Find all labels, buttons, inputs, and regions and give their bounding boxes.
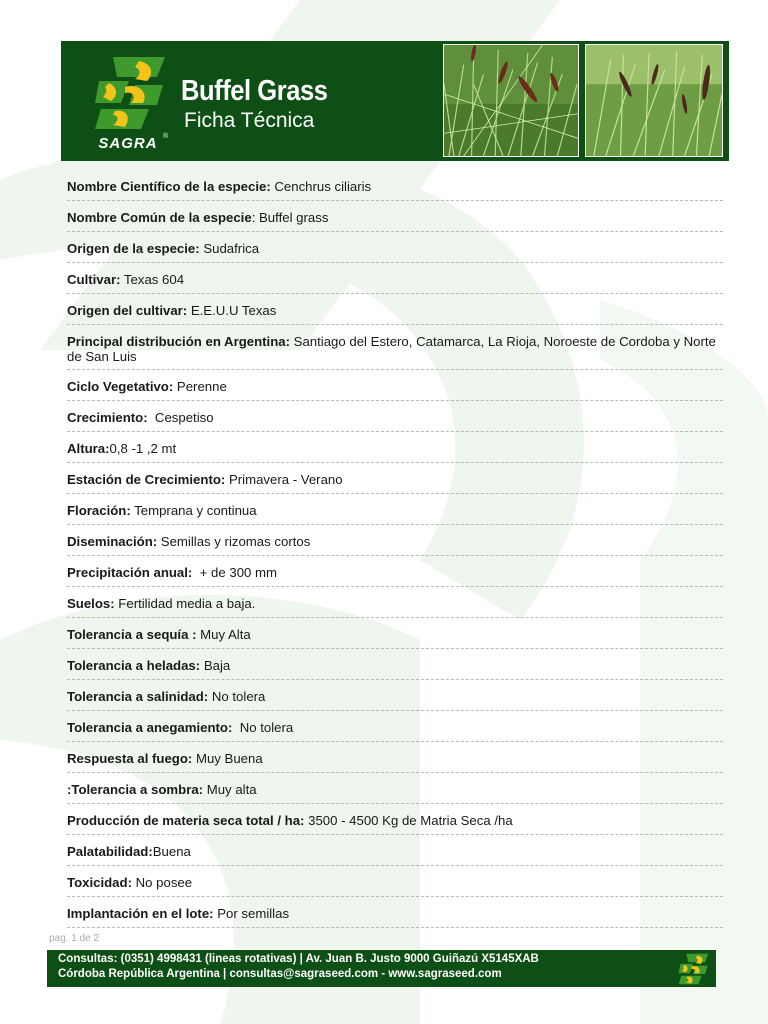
spec-value: Semillas y rizomas cortos [157,534,311,549]
spec-label: Tolerancia a salinidad: [67,689,209,704]
spec-value: 0,8 -1 ,2 mt [109,441,177,456]
spec-label: :Tolerancia a sombra: [67,782,204,797]
spec-value: Santiago del Estero, Catamarca, La Rioja, Noroeste de Cordoba y Norte de San Luis [67,334,720,364]
page-title: Buffel Grass [181,75,328,107]
sagra-logo-icon [95,53,167,133]
spec-row [67,742,723,773]
spec-label: Estación de Crecimiento: [67,472,226,487]
spec-row [67,494,723,525]
spec-value: : Buffel grass [251,210,329,225]
spec-label: Toxicidad: [67,875,132,890]
spec-row [67,649,723,680]
spec-row [67,618,723,649]
spec-row [67,463,723,494]
spec-row [67,773,723,804]
page-subtitle: Ficha Técnica [184,109,315,132]
spec-value: + de 300 mm [192,565,277,580]
footer-banner [47,950,716,987]
spec-value: No posee [131,875,193,890]
header-banner [61,41,729,161]
spec-row [67,170,723,201]
spec-label: Precipitación anual: [67,565,193,580]
spec-value: Perenne [173,379,227,394]
spec-label: Tolerancia a sequía : [67,627,197,642]
spec-label: Nombre Común de la especie [67,210,252,225]
spec-value: Por semillas [213,906,290,921]
spec-row [67,556,723,587]
spec-value: Muy Buena [192,751,263,766]
spec-label: Tolerancia a anegamiento: [67,720,233,735]
spec-value: Buena [152,844,191,859]
spec-row [67,370,723,401]
spec-row [67,432,723,463]
spec-row [67,401,723,432]
spec-label: Implantación en el lote: [67,906,214,921]
spec-row [67,294,723,325]
spec-label: Floración: [67,503,131,518]
spec-value: Cespetiso [147,410,214,425]
page-number: pag. 1 de 2 [49,933,100,944]
spec-value: Temprana y continua [130,503,257,518]
spec-label: Cultivar: [67,272,121,287]
spec-value: No tolera [208,689,266,704]
footer-location-line: Córdoba República Argentina | consultas@sagraseed.com - www.sagraseed.com [58,968,502,980]
footer-logo-icon [677,952,711,986]
spec-label: Diseminación: [67,534,158,549]
spec-label: Suelos: [67,596,115,611]
registered-mark: ® [163,133,169,140]
spec-table [67,170,723,928]
spec-value: Fertilidad media a baja. [114,596,256,611]
spec-value: No tolera [232,720,294,735]
footer-contact-line: Consultas: (0351) 4998431 (lineas rotativas) | Av. Juan B. Justo 9000 Guiñazú X5145XAB [58,953,539,965]
spec-row [67,680,723,711]
spec-value: Baja [200,658,231,673]
spec-label: Altura: [67,441,110,456]
spec-label: Producción de materia seca total / ha: [67,813,305,828]
spec-row [67,835,723,866]
grass-photo-1 [443,44,579,157]
spec-value: 3500 - 4500 Kg de Matria Seca /ha [304,813,513,828]
spec-label: Nombre Científico de la especie: [67,179,271,194]
spec-value: Muy alta [203,782,257,797]
spec-row [67,897,723,928]
spec-label: Origen del cultivar: [67,303,188,318]
spec-row [67,263,723,294]
spec-label: Respuesta al fuego: [67,751,193,766]
spec-label: Ciclo Vegetativo: [67,379,174,394]
spec-row [67,711,723,742]
spec-label: Palatabilidad: [67,844,153,859]
spec-value: Cenchrus ciliaris [270,179,372,194]
spec-row [67,866,723,897]
spec-row [67,525,723,556]
spec-value: Primavera - Verano [225,472,343,487]
spec-label: Principal distribución en Argentina: [67,334,290,349]
brand-name: SAGRA [91,135,165,153]
spec-row [67,232,723,263]
spec-label: Tolerancia a heladas: [67,658,201,673]
grass-photo-2 [585,44,723,157]
spec-value: Texas 604 [120,272,185,287]
spec-label: Origen de la especie: [67,241,200,256]
spec-value: Sudafrica [199,241,260,256]
spec-row [67,587,723,618]
sagra-logo [91,53,171,153]
spec-value: E.E.U.U Texas [187,303,277,318]
spec-row [67,804,723,835]
spec-row [67,201,723,232]
spec-row [67,325,723,370]
spec-value: Muy Alta [196,627,251,642]
spec-label: Crecimiento: [67,410,148,425]
